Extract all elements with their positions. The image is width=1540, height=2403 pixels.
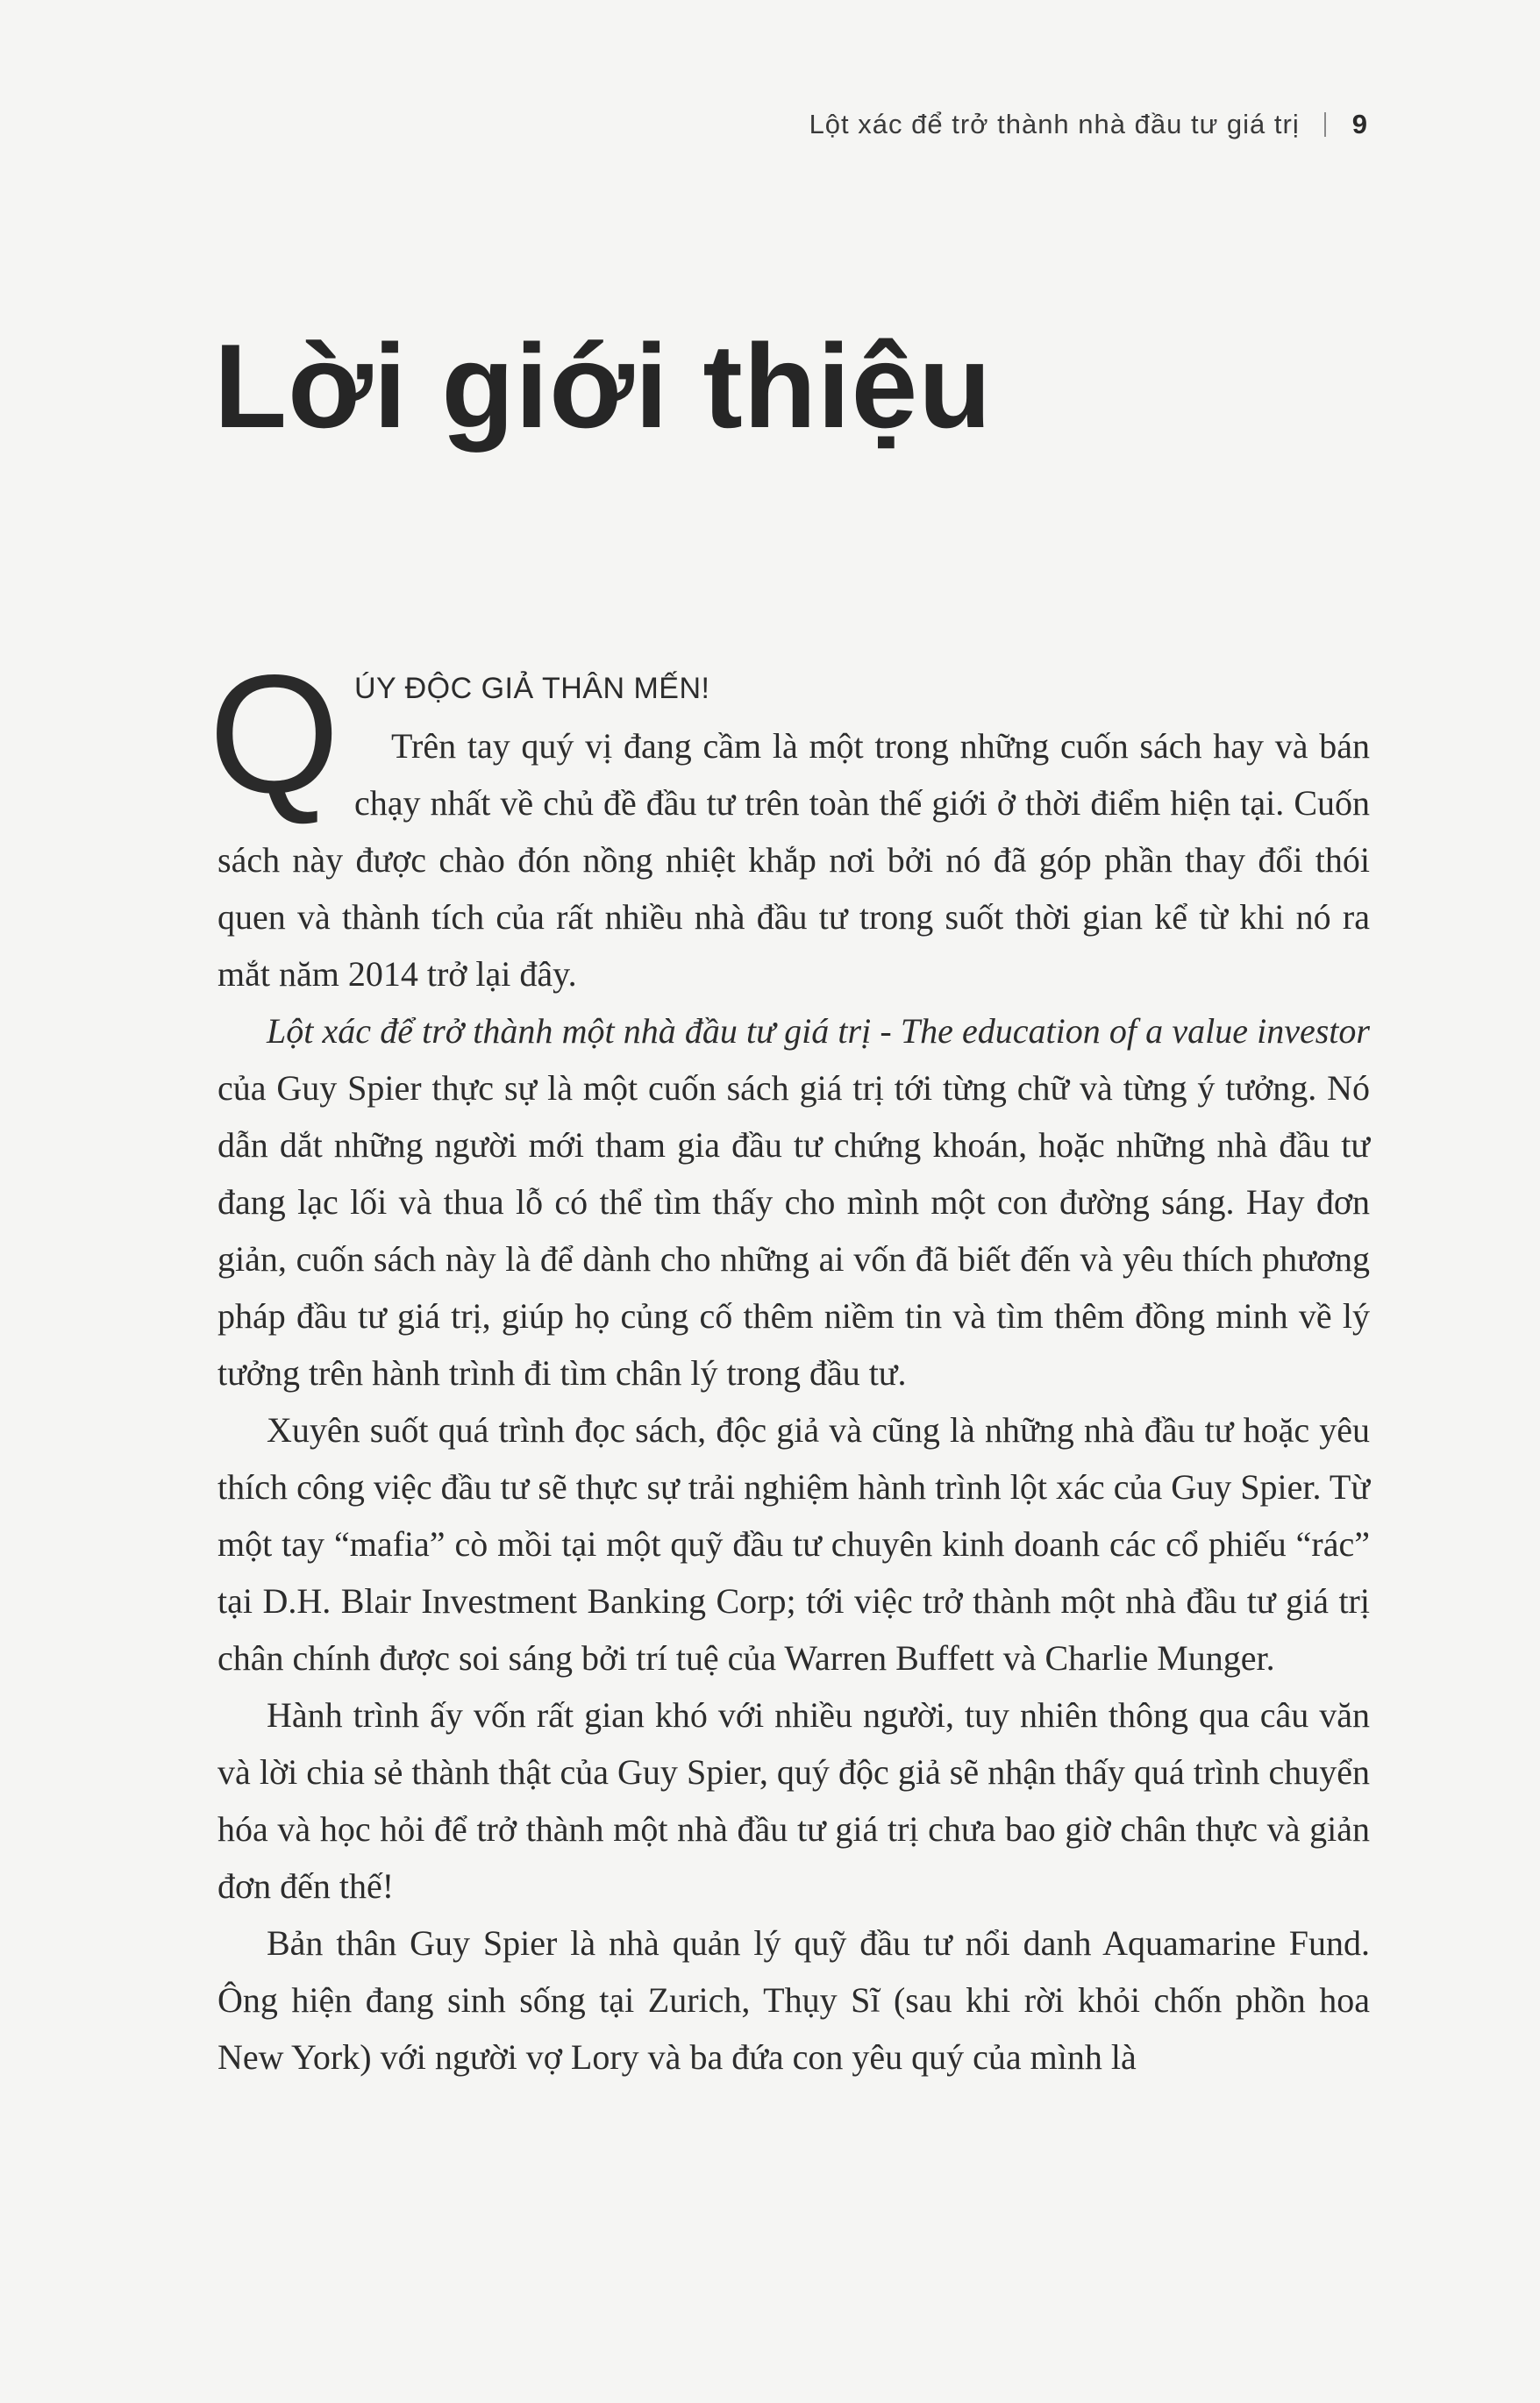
page-number: 9 <box>1351 109 1368 139</box>
paragraph-3: Xuyên suốt quá trình đọc sách, độc giả và cũng là những nhà đầu tư hoặc yêu thích công việc đầu tư sẽ thực sự trải nghiệm hành trình lột xác của Guy Spier. Từ một tay “mafia” cò mồi tại một quỹ đầu tư chuyên kinh doanh các cổ phiếu “rác” tại D.H. Blair Investment Banking Corp; tới việc trở thành một nhà đầu tư giá trị chân chính được soi sáng bởi trí tuệ của Warren Buffett và Charlie Munger. <box>217 1410 1370 1678</box>
body-text <box>209 639 1370 2086</box>
drop-cap: Q <box>209 639 340 828</box>
paragraph-1: Trên tay quý vị đang cầm là một trong những cuốn sách hay và bán chạy nhất về chủ đề đầu tư trên toàn thế giới ở thời điểm hiện tại. Cuốn sách này được chào đón nồng nhiệt khắp nơi bởi nó đã góp phần thay đổi thói quen và thành tích của rất nhiều nhà đầu tư trong suốt thời gian kể từ khi nó ra mắt năm 2014 trở lại đây. <box>217 726 1370 994</box>
chapter-title: Lời giới thiệu <box>214 319 993 453</box>
header-separator <box>1324 112 1326 137</box>
running-title: Lột xác để trở thành nhà đầu tư giá trị <box>809 109 1300 139</box>
opening-paragraph <box>209 639 1370 1002</box>
paragraph-5: Bản thân Guy Spier là nhà quản lý quỹ đầu tư nổi danh Aquamarine Fund. Ông hiện đang sinh sống tại Zurich, Thụy Sĩ (sau khi rời khỏi chốn phồn hoa New York) với người vợ Lory và ba đứa con yêu quý của mình là <box>217 1923 1370 2077</box>
book-title-italic: Lột xác để trở thành một nhà đầu tư giá trị - The education of a value investor <box>267 1011 1370 1051</box>
paragraph-2-rest: của Guy Spier thực sự là một cuốn sách giá trị tới từng chữ và từng ý tưởng. Nó dẫn dắt những người mới tham gia đầu tư chứng khoán, hoặc những nhà đầu tư đang lạc lối và thua lỗ có thể tìm thấy cho mình một con đường sáng. Hay đơn giản, cuốn sách này là để dành cho những ai vốn đã biết đến và yêu thích phương pháp đầu tư giá trị, giúp họ củng cố thêm niềm tin và tìm thêm đồng minh về lý tưởng trên hành trình đi tìm chân lý trong đầu tư. <box>217 1068 1370 1393</box>
greeting-heading: ÚY ĐỘC GIẢ THÂN MẾN! <box>354 672 710 705</box>
paragraph-2 <box>217 1002 1370 1401</box>
paragraph-4: Hành trình ấy vốn rất gian khó với nhiều người, tuy nhiên thông qua câu văn và lời chia sẻ thành thật của Guy Spier, quý độc giả sẽ nhận thấy quá trình chuyển hóa và học hỏi để trở thành một nhà đầu tư giá trị chưa bao giờ chân thực và giản đơn đến thế! <box>217 1695 1370 1906</box>
running-header <box>809 109 1368 140</box>
